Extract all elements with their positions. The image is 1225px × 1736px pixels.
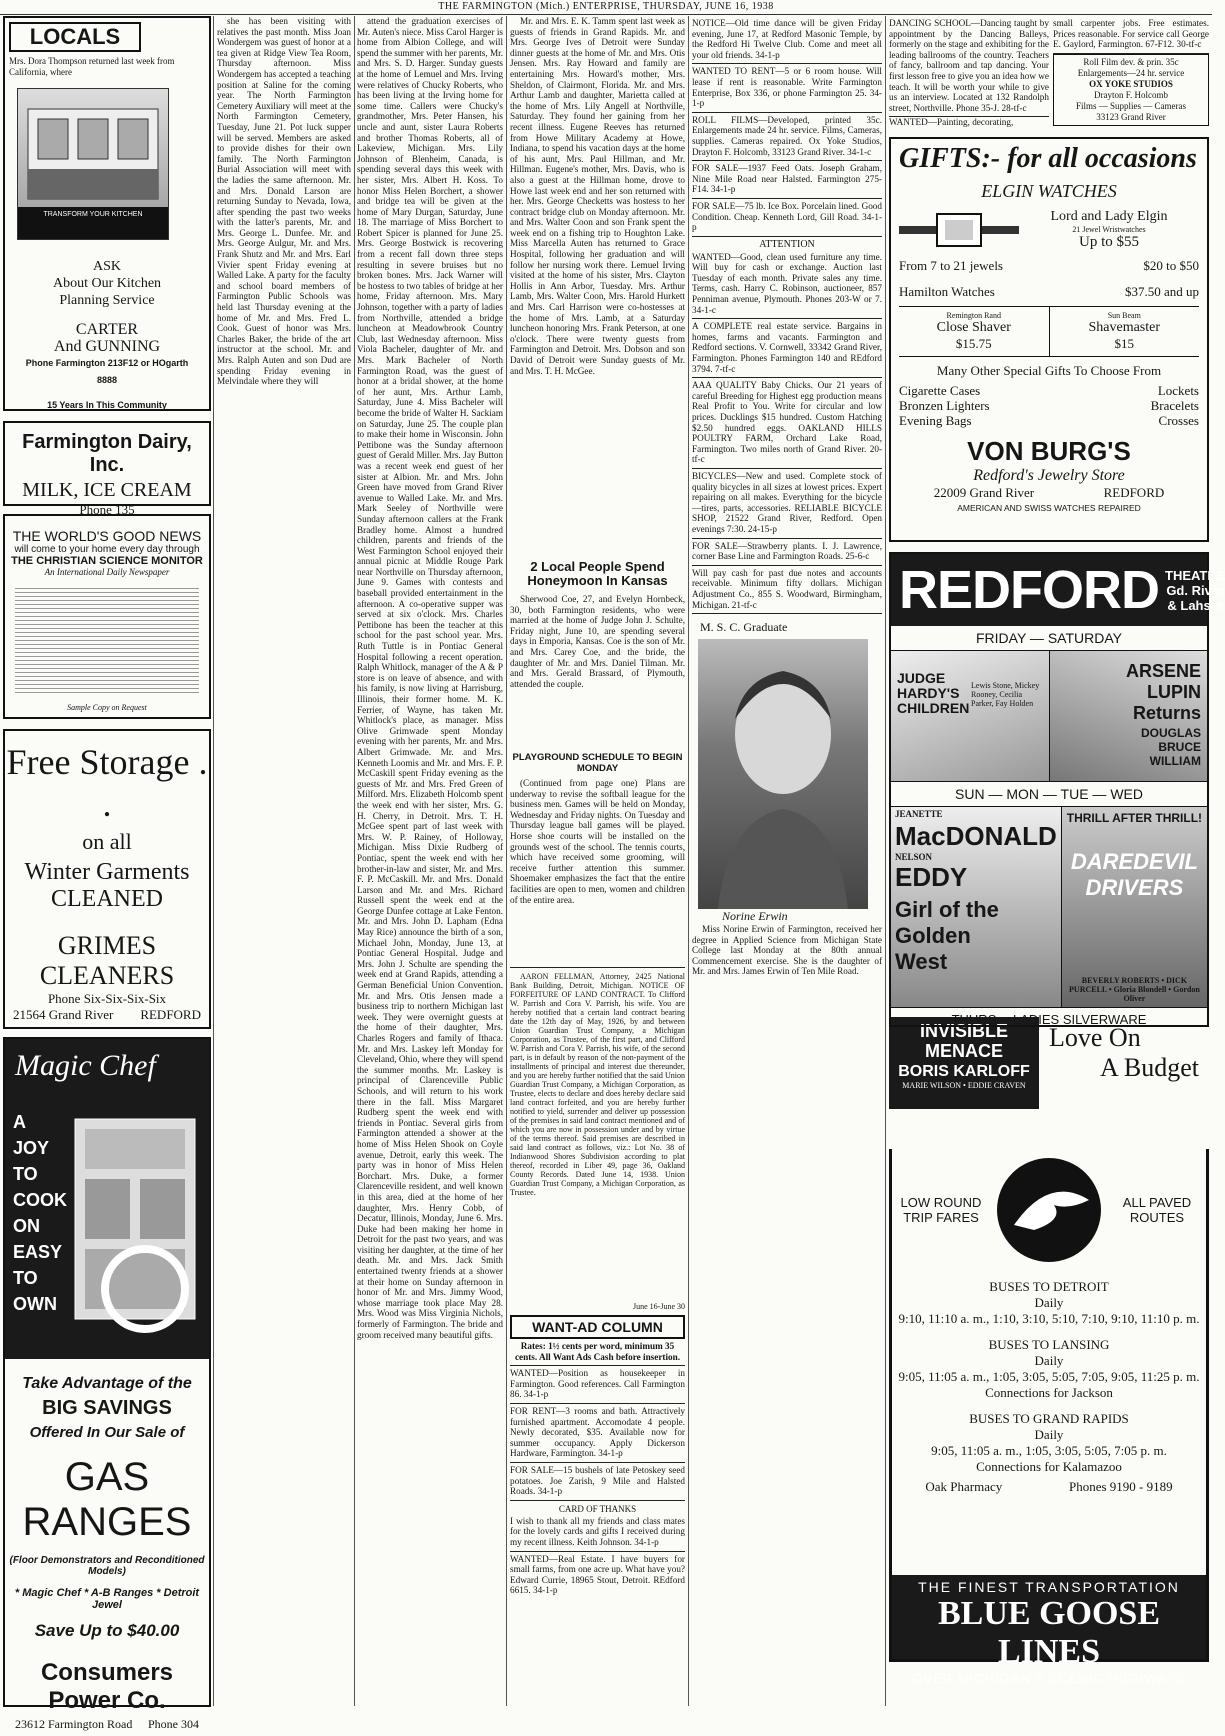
consumers-footer [9, 1717, 205, 1732]
redford-theatre-ad [889, 552, 1225, 1028]
grimes-city: REDFORD [140, 1007, 201, 1022]
sunbeam-brand: Sun Beam [1107, 311, 1141, 321]
jewels-row [899, 258, 1199, 274]
brands: * Magic Chef * A-B Ranges * Detroit Jewel [14, 1587, 200, 1611]
want-ad: FOR RENT—3 rooms and bath. Attractively furnished apartment. Accomodate 4 people. Newly decorated, $35. Available now for summer occupancy. Apply Dickerson Hardware, Farmington. 34-1-p [510, 1404, 685, 1463]
carpenter-ad: small carpenter jobs. Free estimates. Prices reasonable. For service call George E. Gaylord, Farmington. 67-F12. 30-tf-c [1053, 16, 1209, 54]
graduate-article [692, 924, 882, 1004]
sunbeam: Shavemaster [1088, 320, 1161, 336]
attention-ad: WANTED—Good, clean used furniture any time. Will buy for cash or exchange. Auction last Tuesday of each month. Private sales any time. Terms, cash. Harry C. Robinson, auctioneer, 857 Penniman avenue, Plymouth. Phones 203-W or 7. 34-1-c [692, 250, 882, 320]
von-address: 22009 Grand River [933, 485, 1035, 501]
legal-notice [510, 972, 685, 1302]
want-ad: AAA QUALITY Baby Chicks. Our 21 years of careful Breeding for Highest egg production means Real Profit to You. Write for circular and low prices. Ducklings $15 hundred. Custom Hatching $2.50 hundred eggs. OAKLAND HILLS POULTRY FARM, Orchard Lake Road, Farmington. Two miles north of Grand River. 20-tf-c [692, 378, 882, 469]
movies-row-2 [891, 807, 1207, 1007]
csm-line1: will come to your home every day through [14, 544, 200, 555]
von-burg-name: VON BURG'S [967, 436, 1131, 467]
kitchen-illustration [17, 88, 169, 240]
films: Films — Supplies — Cameras [1076, 100, 1186, 111]
karloff-cast: MARIE WILSON • EDDIE CRAVEN [902, 1081, 1026, 1091]
thrill-text: THRILL AFTER THRILL! [1066, 811, 1203, 826]
painting-ad: WANTED—Painting, decorating, [889, 117, 1014, 128]
playground-article [510, 778, 685, 963]
csm-sample: Sample Copy on Request [67, 703, 147, 712]
gift-item: Lockets [1157, 383, 1199, 399]
redford-jewelry: Redford's Jewelry Store [973, 467, 1125, 485]
divider [510, 967, 685, 968]
eddy: EDDY [895, 862, 968, 893]
up-to: Up to $55 [1079, 234, 1139, 251]
thanks-headline: CARD OF THANKS [558, 1503, 637, 1514]
grimes-name: GRIMES CLEANERS [39, 931, 175, 990]
storage-line2: Winter Garments [24, 859, 190, 885]
magic-chef-illustration [5, 1039, 209, 1359]
von-city: REDFORD [1103, 485, 1165, 501]
dairy-ad [3, 421, 211, 517]
honeymoon-article [510, 594, 685, 744]
remington-brand: Remington Rand [946, 311, 1001, 321]
many-other: Many Other Special Gifts To Choose From [936, 363, 1162, 379]
ox-yoke-name: OX YOKE STUDIOS [1089, 78, 1173, 89]
want-ad: Will pay cash for past due notes and accounts receivable. Minimum fifty dollars. Michigan Adjustment Co., 855 S. Woodward, Birmingham, Michigan. 21-tf-c [692, 566, 882, 614]
movie2-cast: DOUGLAS BRUCE WILLIAM [1141, 726, 1201, 769]
from-jewels: From 7 to 21 jewels [899, 258, 1003, 274]
remington: Close Shaver [936, 320, 1011, 336]
gifts-title: GIFTS:- for all occasions [899, 143, 1197, 175]
attention-headline: ATTENTION [759, 238, 815, 250]
hamilton-price: $37.50 and up [1124, 284, 1199, 300]
magic-chef-logo: Magic Chef [15, 1049, 156, 1082]
news-text: Mr. and Mrs. E. K. Tamm spent last week as guests of friends in Grand Rapids. Mr. and Mrs. George Ives of Detroit were Sunday dinner guests at the home of Mr. and Mrs. Otis Jensen. Mrs. Ray Howard and family are entertaining Mrs. Howard's mother, Mrs. Sheldon, of Clairmont, Florida. Mr. and Mrs. Arthur Lamb and daughter, Marietta called at the home of Mrs. Lily Angell at Northville, Saturday. They found her gaining from her recent illness. Eugene Reeves has returned from Howe Military Academy at Howe, Indiana, to spend his vacation days at the home of his aunt, Mrs. Paul Hillman, and Mr. Hillman. Eugene's mother, Mrs. Davis, who is also a guest at the Hillman home, drove to Howe last week end and her son returned with her. Mrs. George Checketts was hostess to her contract bridge club on Monday afternoon. Mr. and Mrs. Walter Coon and son Frank spent the week end on a fishing trip to Houghton Lake. Miss Marcella Auten has returned to Grace Hospital, following her graduation and will follow her nursing work there. Lemuel Irving visited at the home of his sister, Mrs. Clayton Hollis in Ann Arbor, Tuesday. Mrs. Arthur Lamb, Mrs. Walter Coon, Mrs. Harold Hurkett and Mrs. Carl Harrison were co-hostesses at the home of Mrs. Lamb, at a Saturday luncheon honoring Mrs. Frank Peterson, at one o'clock. There were twenty guests from Farmington and Detroit. Mrs. Dobson and son David of Detroit were Sunday guests of Mr. and Mrs. T. H. McGee. [510, 16, 685, 376]
fri-sat: FRIDAY — SATURDAY [891, 626, 1207, 651]
daredevil-title: DAREDEVIL DRIVERS [1070, 849, 1198, 901]
movie3-title: Girl of the Golden West [895, 897, 999, 975]
csm-ad [3, 514, 211, 719]
news-text: she has been visiting with relatives the past month. Miss Joan Wondergem was guest of honor at a tea given at Ridge View Tea Room, Thursday afternoon. Miss Wondergem has accepted a teaching position at Saline for the coming year. The North Farmington Cemetery Auxiliary will meet at the North Farmington Cemetery, Tuesday, June 21. Pot luck supper will be served. Members are asked to provide dishes for their own family. The North Farmington Burial Association will meet with the ladies the same afternoon. Mr. and Mrs. Donald Larson are returning Sunday to Nevada, Iowa, after spending the past two weeks with the latter's parents, Mr. and Mrs. George L. Dunfee. Mr. and Mrs. George Aulgur, Mr. and Mrs. Frank Shutz and Mr. and Mrs. Earl Vivier spent Friday evening at Walled Lake. A party for the faculty and school board members of Farmington Public Schools was held last Thursday evening at the home of Mr. and Mrs. Fred L. Cook. Guest of honor was Mrs. Charles Baker, the bride of the art instructor at the school. Mr. and Mrs. Ralph Auten and son Dud are spending Friday evening in Melvindale where they will [217, 16, 351, 387]
storage-title: Free Storage . . [6, 742, 208, 824]
joy-text: A JOY TO COOK ON EASY TO OWN [13, 1112, 67, 1314]
gr-head: BUSES TO GRAND RAPIDS [969, 1411, 1129, 1427]
column-3-news [357, 16, 503, 1706]
want-ad: WANTED—Real Estate. I have buyers for small farms, from one acre up. What have you? Edward Currie, 18965 Stout, Detroit. REdford 6615. 34-1-p [510, 1553, 685, 1596]
ox-yoke-column [1053, 16, 1209, 127]
movie1-cast: Lewis Stone, Mickey Rooney, Cecilia Parker, Fay Holden [971, 681, 1040, 709]
legal-date: June 16-June 30 [633, 1302, 685, 1311]
goose-logo-icon [994, 1155, 1104, 1265]
von-burg-address-row [899, 485, 1199, 501]
theatre-loc1: Gd. River [1166, 582, 1225, 598]
blue-goose-banner [892, 1575, 1206, 1687]
drayton: Drayton F. Holcomb [1093, 89, 1169, 100]
roll-film: Roll Film dev. & prin. 35c [1083, 56, 1179, 67]
want-ad: BICYCLES—New and used. Complete stock of quality bicycles in all sizes at lowest prices. Expert repairing on all makes. Everything for the bicycle—tires, parts, accessories. RELIABLE BICYCLE SHOP, 21522 Grand River, Redford. Open evenings 7:30. 24-15-p [692, 469, 882, 539]
want-ad: FOR SALE—15 bushels of late Petoskey seed potatoes. Joe Zarish, 9 Mile and Halsted Roads. 34-1-p [510, 1463, 685, 1501]
column-4 [510, 16, 685, 1706]
locals-title: LOCALS [9, 22, 141, 52]
graduate-photo [698, 639, 868, 909]
portrait-icon [698, 639, 868, 909]
graduate-signature: Norine Erwin [722, 909, 788, 924]
sun-wed: SUN — MON — TUE — WED [891, 781, 1207, 807]
blue-goose-name: BLUE GOOSE LINES [937, 1595, 1160, 1671]
movie2-poster [1050, 651, 1208, 781]
masthead: THE FARMINGTON (Mich.) ENTERPRISE, THURSDAY, JUNE 16, 1938 [0, 0, 1212, 15]
elgin-headline: ELGIN WATCHES [981, 181, 1117, 202]
gift-item: Crosses [1158, 413, 1199, 429]
kitchen-caption: TRANSFORM YOUR KITCHEN [43, 211, 143, 218]
macdonald: MacDONALD [895, 821, 1057, 852]
csm-line2: THE CHRISTIAN SCIENCE MONITOR [11, 555, 203, 567]
gift-items [899, 383, 1199, 428]
sunbeam-price: $15 [1114, 336, 1134, 352]
gas-ranges: GAS RANGES [22, 1455, 192, 1544]
locals-text: Mrs. Dora Thompson returned last week from California, where [9, 56, 175, 77]
news-text: Miss Norine Erwin of Farmington, received her degree in Applied Science from Michigan State College last Monday at the 80th annual Commencement exercise. She is the daughter of Mr. and Mrs. James Erwin of Ten Mile Road. [692, 924, 882, 977]
wantad-headline: WANT-AD COLUMN [510, 1315, 685, 1339]
gr-daily: Daily [1034, 1427, 1064, 1443]
theatre-label: THEATRE [1165, 567, 1225, 583]
dancing-column [889, 16, 1049, 127]
carter-name: CARTER [75, 321, 139, 338]
thurs-silverware: THURS.—LADIES SILVERWARE [891, 1007, 1207, 1031]
movie3-poster [891, 807, 1062, 1007]
take-advantage: Take Advantage of the [22, 1375, 192, 1392]
want-ad: A COMPLETE real estate service. Bargains in homes, farms and vacants. Farmington and Redford sections. V. Cornwell, 33342 Grand River, Farmington. Phones Farmington 140 and REdford 3794. 7-tf-c [692, 319, 882, 378]
top-ads-row [889, 16, 1209, 127]
hamilton: Hamilton Watches [899, 284, 995, 300]
want-ad: WANTED—Position as housekeeper in Farmington. Good references. Call Farmington 86. 34-1-p [510, 1366, 685, 1404]
gift-item: Bronzen Lighters [899, 398, 990, 414]
theatre-header [891, 554, 1225, 626]
pharmacy-row [892, 1479, 1206, 1495]
ox-yoke-ad [1053, 54, 1209, 126]
detroit-times: 9:10, 11:10 a. m., 1:10, 3:10, 5:10, 7:10, 9:10, 11:10 p. m. [898, 1311, 1200, 1327]
social-news [510, 16, 685, 556]
movie1-title: JUDGE HARDY'S CHILDREN [897, 670, 970, 717]
gas-range-icon [65, 1109, 205, 1349]
jewel-text: 21 Jewel Wristwatches [1072, 225, 1146, 235]
consumers-text [5, 1359, 209, 1736]
carter-phone: Phone Farmington 213F12 or HOgarth 8888 [25, 358, 189, 385]
column-6 [889, 16, 1225, 1706]
ask-text: ASK [92, 259, 121, 274]
theatre-location [1165, 568, 1225, 613]
elgin-row [899, 208, 1199, 252]
grimes-ad [3, 729, 211, 1029]
invisible-title: INVISIBLE MENACE [919, 1021, 1008, 1062]
shavers-row [899, 307, 1199, 357]
storage-line3: CLEANED [51, 886, 163, 912]
want-ad: FOR SALE—1937 Feed Oats. Joseph Graham, Nine Mile Road near Halsted. Farmington 275-F14. 34-1-p [692, 161, 882, 199]
ask-block [5, 258, 209, 414]
detroit-head: BUSES TO DETROIT [989, 1279, 1109, 1295]
column-rule [885, 16, 886, 1706]
playground-headline: PLAYGROUND SCHEDULE TO BEGIN MONDAY [512, 752, 683, 774]
thanks-text: I wish to thank all my friends and class mates for the lovely cards and gifts I received during my recent illness. Keith Johnson. 34-1-p [510, 1514, 685, 1552]
big-savings: BIG SAVINGS [42, 1397, 172, 1419]
consumers-address: 23612 Farmington Road [15, 1717, 133, 1731]
ask-text-2: About Our Kitchen [52, 276, 162, 291]
column-rule [213, 16, 214, 1706]
gunning-name: And GUNNING [53, 338, 161, 355]
csm-line3: An International Daily Newspaper [44, 567, 170, 577]
carter-gunning-ad [3, 16, 211, 411]
want-ad: FOR SALE—Strawberry plants. I. J. Lawrence, corner Base Line and Farmington Roads. 25-6-c [692, 539, 882, 566]
column-5 [692, 16, 882, 1266]
karloff: BORIS KARLOFF [898, 1063, 1030, 1081]
honeymoon-headline: 2 Local People Spend Honeymoon In Kansas [527, 559, 668, 588]
von-burgs-ad [889, 137, 1209, 542]
lansing-times: 9:05, 11:05 a. m., 1:05, 3:05, 5:05, 7:05, 9:05, 11:25 p. m. [898, 1369, 1200, 1385]
grimes-address: 21564 Grand River [13, 1007, 114, 1022]
wristwatch-icon [899, 208, 1019, 252]
dairy-name: Farmington Dairy, Inc. [22, 431, 192, 476]
news-text: (Continued from page one) Plans are underway to revise the softball league for the business men. Games will be held on Monday, Wednesday and Friday nights. On Tuesday and Thursday league ball games will be played. Horse shoe courts will be installed on the grounds west of the school. The tennis courts, which have received some grooming, will receive further attention this summer. Shoemaker emphasizes the fact that the entire facilities are open to men, women and children of the entire area. [510, 778, 685, 905]
jeanette: JEANETTE [895, 809, 943, 820]
scenic: OVER MICHIGAN'S SCENIC HIGHWAYS [912, 1671, 1186, 1687]
offered-text: Offered In Our Sale of [29, 1424, 185, 1441]
column-2-news [217, 16, 351, 436]
jackson: Connections for Jackson [985, 1385, 1113, 1401]
consumers-name: Consumers Power Co. [40, 1659, 174, 1714]
column-rule [506, 16, 507, 1706]
gift-item: Evening Bags [899, 413, 972, 429]
gift-item: Bracelets [1150, 398, 1199, 414]
budget: A Budget [1100, 1053, 1199, 1083]
news-text: Sherwood Coe, 27, and Evelyn Hornbeck, 30, both Farmington residents, who were married at the home of Judge John J. Schulte, Friday night, June 10, are spending several days in Emporia, Kansas. Coe is the son of Mr. and Mrs. Carey Coe, and the bride, the daughter of Mr. and Mrs. Daniel Tilman. Mr. and Mrs. Gerald Brassard, of Plymouth, attended the couple. [510, 594, 685, 689]
column-1 [3, 16, 211, 1731]
dairy-products: MILK, ICE CREAM [22, 479, 192, 501]
sunbeam-block [1050, 307, 1200, 356]
csm-fine-print [15, 585, 199, 695]
grimes-footer [5, 1007, 209, 1023]
american-swiss: AMERICAN AND SWISS WATCHES REPAIRED [957, 503, 1141, 514]
column-rule [354, 16, 355, 1706]
save-text: Save Up to $40.00 [34, 1621, 180, 1640]
floor-demo: (Floor Demonstrators and Reconditioned Models) [9, 1555, 205, 1577]
movie2-title: ARSENE LUPIN Returns [1125, 661, 1201, 724]
paved-routes: ALL PAVED ROUTES [1122, 1195, 1192, 1226]
want-ad: FOR SALE—75 lb. Ice Box. Porcelain lined. Good Condition. Cheap. Kenneth Lord, Gill Road. 34-1-p [692, 199, 882, 237]
love-on: Love On [1049, 1023, 1141, 1053]
ask-text-3: Planning Service [59, 293, 155, 308]
blue-goose-ad [889, 1149, 1209, 1687]
remington-block [899, 307, 1050, 356]
column-rule [688, 16, 689, 1706]
bus-schedule [892, 1279, 1206, 1495]
finest: THE FINEST TRANSPORTATION [918, 1579, 1180, 1596]
lord-lady: Lord and Lady Elgin [1050, 209, 1168, 225]
dancing-ad: DANCING SCHOOL—Dancing taught by appointment by the Dancing Balleys, formerly on the stage and exhibiting for the leading ballrooms of the country. Teachers of fancy, ballroom and tap dancing. Your first lesson free to give you an idea how we teach. It will be worth your while to give us an interview. Located at 132 Randolph street, Northville. Phone 35-J. 28-tf-c [889, 16, 1049, 117]
want-ad: WANTED TO RENT—5 or 6 room house. Will lease if rent is reasonable. Write Farmington Enterprise, Box 336, or phone Farmington 25. 34-1-p [692, 64, 882, 112]
hamilton-row [899, 284, 1199, 307]
nelson: NELSON [895, 852, 933, 863]
graduate-headline: M. S. C. Graduate [700, 620, 788, 635]
pharmacy: Oak Pharmacy [925, 1479, 1003, 1495]
movie1-poster [891, 651, 1050, 781]
gr-times: 9:05, 11:05 a. m., 1:05, 3:05, 5:05, 7:05 p. m. [931, 1443, 1167, 1459]
enlargements: Enlargements—24 hr. service [1077, 67, 1185, 78]
csm-head: THE WORLD'S GOOD NEWS [12, 528, 202, 544]
bus-header [892, 1149, 1206, 1271]
daredevil-cast: BEVERLY ROBERTS • DICK PURCELL • Gloria Blondell • Gordon Oliver [1069, 976, 1200, 1004]
remington-price: $15.75 [955, 336, 992, 352]
consumers-phone: Phone 304 [148, 1717, 199, 1731]
lansing-head: BUSES TO LANSING [988, 1337, 1110, 1353]
consumers-power-ad [3, 1037, 211, 1731]
gift-item: Cigarette Cases [899, 383, 981, 399]
lansing-daily: Daily [1034, 1353, 1064, 1369]
grimes-phone: Phone Six-Six-Six-Six [47, 991, 167, 1006]
from-price: $20 to $50 [1143, 258, 1199, 274]
elgin-details [1019, 209, 1199, 251]
movie4-poster [1062, 807, 1207, 1007]
detroit-daily: Daily [1034, 1295, 1064, 1311]
dairy-phone: Phone 135 [79, 502, 135, 517]
low-fares: LOW ROUND TRIP FARES [900, 1195, 982, 1226]
pharmacy-phone: Phones 9190 - 9189 [1068, 1479, 1173, 1495]
ox-address: 33123 Grand River [1096, 111, 1166, 122]
theatre-loc2: & Lahser [1167, 597, 1224, 613]
news-text: attend the graduation exercises of Mr. Auten's niece. Miss Carol Harger is home from Albion College, and will spend the summer with her parents, Mr. and Mrs. S. D. Harger. Sunday guests at the home of Lemuel and Mrs. Irving were relatives of Chucky Roberts, who has been living at the Irving home for some time. Callers were Chucky's grandmother, Mrs. Peter Hansen, his uncle and aunt, sister Laura Roberts and brother Thomas Roberts, all of Lakeview, Michigan. Mrs. Lily Johnson of Blenheim, Canada, is spending several days this week with her sister, Mrs. Albert H. Koss. To honor Miss Helen Borchert, a shower and bridge tea will be given at the home of Mary Durgan, Saturday, June 18. The marriage of Miss Borchert to Robert Spicer is planned for June 25. Mrs. George Bostwick is recovering from a recent fall down three steps resulting in severe bruises but no broken bones. Mrs. Jack Warner will be hostess to two tables of bridge at her home, Friday afternoon. Mrs. Mary Johnson, together with a party of ladies from Northville, attended a bridge luncheon at Meadowbrook Country Club, last Wednesday afternoon. Miss Viola Bacheler, daughter of Mr. and Mrs. Mark Bacheler of North Farmington Road, was the guest of honor at a bridal shower, at the home of her aunt, Mrs. Arthur Lamb, Saturday, June 4. Miss Bacheler will become the bride of Walter H. Sackiam on Saturday, June 25. The couple plan to make their home in Wisconsin. John Pettibone was the Sunday afternoon guest of Gerald Miller. Mrs. Jay Button was a recent week end guest of her sister at Albion. Mr. and Mrs. John Green have moved from Grand River avenue to Walled Lake. Mr. and Mrs. Mark Seeley of Northville were Sunday afternoon callers at the Frank Bradley home. Almost a hundred children, parents and friends of the West Farmington School enjoyed their annual picnic at Middle Rouge Park near Northville on Thursday afternoon, June 9. Games with contests and baseball provided entertainment in the afternoon. A co-operative supper was served at six o'clock. Mrs. Charles Pettibone has been the teacher at this school for the past school year. Mrs. Ruth Tuttle is in Pontiac General Hospital following a recent operation. Ralph Whitlock, manager of the A & P store is on leave of absence, and with his family, is now living at Harrisburg, Illinois, their former home. M. K. Ferrier, of Wayne, has taken Mr. Whitlock's place, as manager. Miss Olive Grimwade spent Monday evening with her parents, Mr. and Mrs. Albert Grimwade. Mr. and Mrs. Kenneth Loomis and Mr. and Mrs. F. P. McCaskill spent Friday evening as the guests of Mr. and Mrs. Fred Green of Milford. Mrs. Elizabeth Holcomb spent the week end with her sister, Mrs. G. H. Cherry, in Detroit. Mrs. T. H. McGee spent part of last week with Mrs. W. P. Rainey, of Holloway, Michigan. Miss Dixie Rudberg of Pontiac, spent the week end with her brother-in-law and sister, Mr. and Mrs. F. P. McCaskill. Mr. and Mrs. Donald Larson and Mr. and Mrs. Richard Russell spent the week end at the George Dunfee cottage at Lake Fenton. Mr. and Mrs. John D. Lapham (Edna May Rice) announce the birth of a son, Michael John, Monday, June 13, at Pontiac General Hospital. Judge and Mrs. John J. Schulte are spending the week end at Grand Rapids, attending a German Beneficial Union Convention. Mr. and Mrs. Otis Jensen made a business trip to northern Michigan last week. They were overnight guests at the home of their daughter, Mrs. Charles Rogers and family of Ithaca. Mr. and Mrs. Laskey left Monday for Cleveland, Ohio, where they will spend the summer months. Mr. Laskey is principal of Clarenceville Public Schools, and will return to his work there in the fall. Miss Margaret Rudberg spent the week end with friends in Pontiac. Several girls from Farmington attended a shower at the home of Miss Helen Shook on Coyle avenue, Detroit, early this week. The party was in honor of Miss Helen Borchart. Mrs. Duke, a former Clarenceville resident, and well known in this area, died at the home of her daughter, Mrs. Henry Cobb, of Decatur, Illinois, Monday, June 6. Mrs. Duke had been making her home in Detroit for the past two years, and was visiting her daughter, at the time of her death. Mr. and Mrs. Jack Smith entertained twenty friends at a shower at their home on Sunday afternoon in honor of Mr. and Mrs. Jimmy Wood, whose marriage took place May 28. Mrs. Wood was Miss Virginia Nichols, formerly of Farmington. The bride and groom received many beautiful gifts. [357, 16, 503, 1340]
carter-years: 15 Years In This Community [47, 400, 167, 410]
want-ad: ROLL FILMS—Developed, printed 35c. Enlargements made 24 hr. service. Films, Cameras, supplies. Cameras repaired. Ox Yoke Studios, Drayton F. Holcomb, 33123 Grand River. 34-1-c [692, 113, 882, 161]
legal-text: AARON FELLMAN, Attorney, 2425 National Bank Building, Detroit, Michigan. NOTICE OF FORFEITURE OF LAND CONTRACT. To Clifford W. Parrish and Cora V. Parrish, his wife. You are hereby notified that a certain land contract bearing date the 12th day of May, 1926, by and between Union Guardian Trust Company, a Michigan Corporation, as Trustee, of the first part, and Clifford W. Parrish and Cora V. Parrish, his wife, of the second part, is in default by reason of the non-payment of the installments of principal and interest due thereunder, and you are hereby further notified that the said Union Guardian Trust Company, a Michigan Corporation, as Trustee, elects to declare and does hereby declare said land contract forfeited, and you are hereby further notified to yield, surrender and deliver up possession of the premises in said land contract mentioned and of which you are now in possession under and by virtue of the terms thereof. Said premises are described in said land contract as follows, viz.: Lot No. 38 of Indianwood Shores Subdivision according to plat thereof, recorded in Liber 49, page 36, Oakland County Records. Dated June 14, 1938. Union Guardian Trust Company, a Michigan Corporation, as Trustee. [510, 972, 685, 1197]
storage-line1: on all [82, 829, 132, 854]
kalamazoo: Connections for Kalamazoo [976, 1459, 1122, 1475]
movies-row-1 [891, 651, 1207, 781]
theatre-name: REDFORD [899, 560, 1159, 621]
wantad-rates: Rates: 1½ cents per word, minimum 35 cents. All Want Ads Cash before insertion. [510, 1339, 685, 1366]
want-ad: NOTICE—Old time dance will be given Friday evening, June 17, at Redford Masonic Temple, by the Redford Hi Twelve Club. Come and meet all your old friends. 34-1-p [692, 16, 882, 64]
